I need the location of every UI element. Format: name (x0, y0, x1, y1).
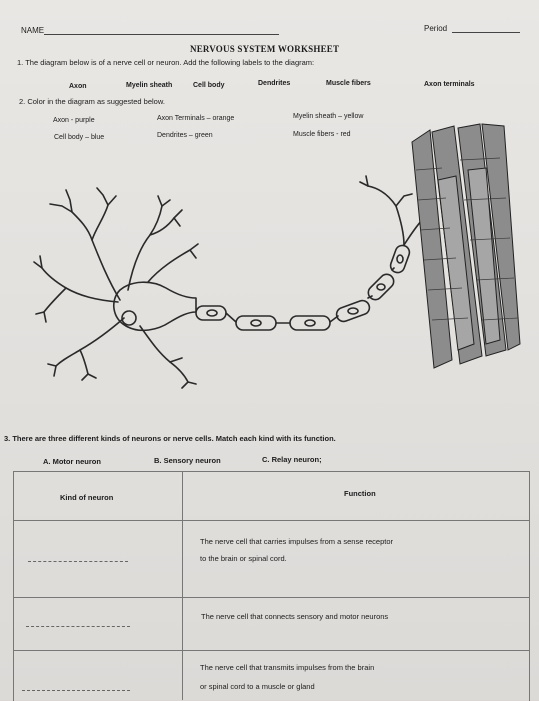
color-cell-body: Cell body – blue (54, 134, 105, 141)
period-label: Period (424, 24, 448, 33)
answer-blank-3[interactable] (22, 690, 130, 691)
label-myelin-sheath: Myelin sheath (126, 82, 173, 89)
table-row-divider (13, 650, 530, 651)
label-axon-terminals: Axon terminals (424, 81, 475, 88)
myelin-sheath (196, 243, 411, 330)
function-1-line1: The nerve cell that carries impulses from a sense receptor (200, 537, 393, 546)
color-axon: Axon - purple (53, 117, 95, 124)
table-column-divider (182, 471, 183, 700)
color-myelin-sheath: Myelin sheath – yellow (293, 113, 364, 120)
label-cell-body: Cell body (193, 82, 225, 89)
table-row-divider (13, 520, 530, 521)
table-header-kind: Kind of neuron (60, 493, 114, 502)
function-3-line2: or spinal cord to a muscle or gland (200, 682, 315, 691)
option-motor-neuron: A. Motor neuron (43, 457, 101, 466)
dendrites (34, 188, 198, 388)
axon (226, 186, 404, 323)
page-title: NERVOUS SYSTEM WORKSHEET (190, 44, 340, 54)
table-header-function: Function (344, 489, 376, 498)
q2-text: 2. Color in the diagram as suggested below. (19, 97, 165, 106)
label-dendrites: Dendrites (258, 80, 291, 87)
table-row-divider (13, 597, 530, 598)
answer-blank-2[interactable] (26, 626, 130, 627)
function-2-line1: The nerve cell that connects sensory and motor neurons (201, 612, 389, 621)
option-sensory-neuron: B. Sensory neuron (154, 456, 221, 465)
label-muscle-fibers: Muscle fibers (326, 80, 371, 87)
name-label: NAME (21, 26, 45, 35)
answer-blank-1[interactable] (28, 561, 128, 562)
function-1-line2: to the brain or spinal cord. (200, 554, 287, 563)
color-muscle-fibers: Muscle fibers - red (293, 131, 351, 138)
muscle-fibers (412, 124, 520, 368)
color-dendrites: Dendrites – green (157, 132, 213, 139)
label-axon: Axon (69, 83, 87, 90)
function-3-line1: The nerve cell that transmits impulses from the brain (200, 663, 375, 672)
color-axon-terminals: Axon Terminals – orange (157, 115, 235, 122)
cell-body (114, 282, 196, 330)
option-relay-neuron: C. Relay neuron; (262, 455, 322, 464)
q1-text: 1. The diagram below is of a nerve cell or neuron. Add the following labels to the diagram: (17, 58, 315, 67)
q3-text: 3. There are three different kinds of neurons or nerve cells. Match each kind with its function. (4, 434, 336, 443)
